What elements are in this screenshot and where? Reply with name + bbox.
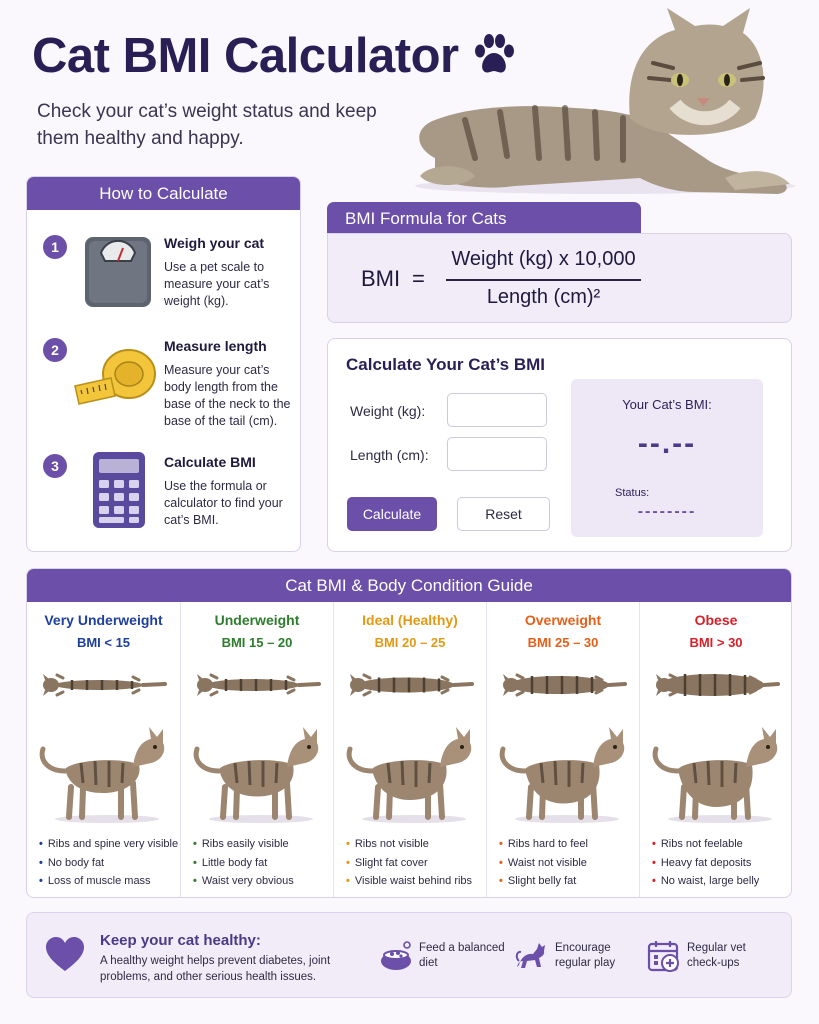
tape-measure-icon (65, 334, 161, 418)
step-calculate (27, 454, 302, 564)
list-item: • Ribs not visible (346, 835, 472, 854)
list-item: • Loss of muscle mass (39, 872, 178, 891)
bmi-range: BMI 25 – 30 (527, 635, 599, 650)
cat-side-view-illustration (495, 717, 632, 827)
formula-equals: = (412, 266, 425, 291)
formula-fraction-bar (446, 279, 641, 281)
condition-name: Ideal (Healthy) (362, 612, 458, 628)
tip-play (515, 937, 650, 977)
bmi-range: BMI 15 – 20 (221, 635, 293, 650)
step-title: Calculate BMI (164, 454, 256, 470)
status-label: Status: (615, 487, 650, 499)
formula-numerator: Weight (kg) x 10,000 (451, 248, 636, 270)
length-input[interactable] (447, 437, 547, 471)
how-to-title: How to Calculate (27, 177, 300, 210)
cat-top-view-illustration (650, 660, 783, 710)
step-weigh (27, 235, 302, 345)
bmi-calculator-panel (327, 338, 792, 552)
condition-column-underweight (180, 602, 333, 897)
health-tips-footer (26, 912, 792, 998)
cat-top-view-illustration (191, 660, 324, 710)
reset-button[interactable]: Reset (457, 497, 550, 531)
step-title: Weigh your cat (164, 235, 265, 251)
cat-top-view-illustration (344, 660, 477, 710)
calculate-button[interactable]: Calculate (347, 497, 437, 531)
cat-side-view-illustration (342, 717, 479, 827)
step-description: Measure your cat’s body length from the base of the neck to the base of the tail (cm). (164, 363, 291, 428)
step-number: 3 (43, 454, 67, 478)
condition-name: Overweight (524, 612, 602, 628)
cat-top-view-illustration (37, 660, 170, 710)
step-title: Measure length (164, 338, 267, 354)
length-label: Length (cm): (350, 447, 429, 463)
bmi-range: BMI > 30 (689, 635, 743, 650)
step-description: Use the formula or calculator to find your cat’s BMI. (164, 479, 283, 527)
bmi-range: BMI 20 – 25 (374, 635, 446, 650)
scale-icon (77, 231, 161, 315)
guide-title: Cat BMI & Body Condition Guide (27, 569, 791, 602)
condition-column-ideal (333, 602, 486, 897)
cat-top-view-illustration (497, 660, 630, 710)
step-number: 2 (43, 338, 67, 362)
formula-lhs: BMI (361, 266, 401, 291)
list-item: • No waist, large belly (652, 872, 759, 891)
list-item: • Waist not visible (499, 854, 588, 873)
status-value: -------- (637, 503, 697, 520)
list-item: • Ribs easily visible (193, 835, 294, 854)
list-item: • Ribs not feelable (652, 835, 759, 854)
weight-label: Weight (kg): (350, 403, 426, 419)
footer-title: Keep your cat healthy: (100, 932, 261, 949)
condition-traits-list (193, 835, 294, 891)
formula-title: BMI Formula for Cats (327, 202, 641, 235)
condition-traits-list (652, 835, 759, 891)
condition-column-very-underweight (27, 602, 180, 897)
list-item: • Heavy fat deposits (652, 854, 759, 873)
list-item: • Little body fat (193, 854, 294, 873)
calculator-title: Calculate Your Cat’s BMI (346, 355, 546, 374)
condition-traits-list (39, 835, 178, 891)
food-bowl-icon (379, 939, 413, 973)
condition-column-obese (639, 602, 792, 897)
heart-icon (45, 937, 85, 973)
step-measure (27, 338, 302, 448)
condition-traits-list (499, 835, 588, 891)
step-description: Use a pet scale to measure your cat’s weight (kg). (164, 260, 270, 308)
list-item: • Waist very obvious (193, 872, 294, 891)
bmi-range: BMI < 15 (76, 635, 131, 650)
formula-panel (327, 233, 792, 323)
tip-label: Encourage regular play (555, 942, 616, 969)
list-item: • Visible waist behind ribs (346, 872, 472, 891)
condition-traits-list (346, 835, 472, 891)
cat-side-view-illustration (648, 717, 785, 827)
result-label: Your Cat’s BMI: (622, 397, 712, 412)
condition-column-overweight (486, 602, 639, 897)
list-item: • No body fat (39, 854, 178, 873)
list-item: • Slight belly fat (499, 872, 588, 891)
cat-side-view-illustration (189, 717, 326, 827)
page-subtitle: Check your cat’s weight status and keep them healthy and happy. (37, 101, 377, 149)
condition-name: Underweight (214, 612, 300, 628)
playing-cat-icon (515, 939, 549, 973)
tip-label: Regular vet check-ups (687, 942, 746, 969)
tip-vet (647, 937, 787, 977)
calendar-plus-icon (647, 939, 681, 973)
result-box (571, 379, 763, 537)
page-title: Cat BMI Calculator (32, 28, 517, 84)
condition-name: Obese (694, 612, 738, 628)
result-value: --.-- (637, 427, 697, 460)
weight-input[interactable] (447, 393, 547, 427)
lying-cat-illustration (405, 8, 800, 198)
formula-denominator: Length (cm)² (486, 286, 601, 308)
step-number: 1 (43, 235, 67, 259)
body-condition-guide (26, 568, 792, 898)
condition-name: Very Underweight (44, 612, 163, 628)
calculator-icon (77, 450, 161, 534)
list-item: • Slight fat cover (346, 854, 472, 873)
list-item: • Ribs and spine very visible (39, 835, 178, 854)
list-item: • Ribs hard to feel (499, 835, 588, 854)
cat-side-view-illustration (35, 717, 172, 827)
tip-diet (379, 937, 509, 977)
footer-text: A healthy weight helps prevent diabetes, joint problems, and other serious health issues. (100, 955, 331, 983)
tip-label: Feed a balanced diet (419, 942, 505, 969)
how-to-panel (26, 176, 301, 552)
